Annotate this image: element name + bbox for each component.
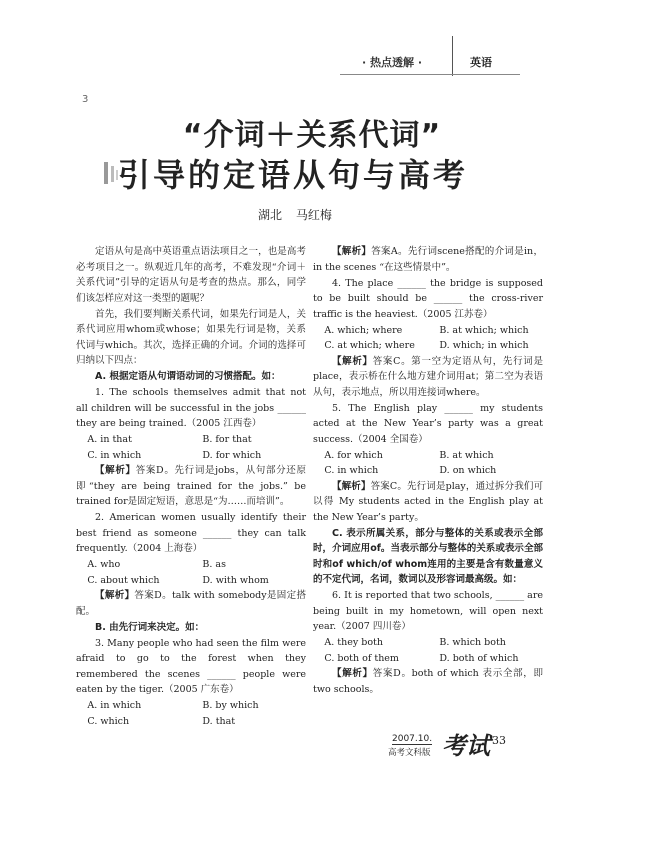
option: A. they both (324, 637, 383, 648)
answer-explanation (313, 354, 543, 401)
answer-label: 【解析】 (332, 668, 373, 679)
author-name: 马红梅 (295, 208, 332, 222)
question-stem: 1. The schools themselves admit that not all children will be successful in the jobs ______ they are being trained.（2005 江西卷） (76, 387, 306, 429)
rule-heading: C. 表示所属关系，部分与整体的关系或表示全部时，介词应用of。当表示部分与整体的关系或表示全部时和of which/of whom连用的主要是含有数量意义的不定代词，名词，数词以及形容词最高级。如： (313, 527, 543, 585)
article-title-line1: “介词＋关系代词” (182, 118, 442, 153)
option: C. at which; where (324, 340, 415, 351)
question-stem: 3. Many people who had seen the film were afraid to go to the forest when they remembered the scenes ______ people were eaten by the tiger.（2005 广东卷） (76, 637, 306, 695)
footer-issue: 2007.10. (392, 734, 433, 744)
option: A. for which (324, 449, 383, 461)
option: C. in which (324, 465, 379, 476)
question-stem: 2. American women usually identify their best friend as someone ______ they can talk frequently.（2004 上海卷） (76, 512, 306, 554)
option: A. in which (87, 700, 142, 711)
rule-heading: B. 由先行词来决定。如： (95, 621, 205, 633)
intro-paragraph: 定语从句是高中英语重点语法项目之一，也是高考必考项目之一。纵观近几年的高考，不难发现“介词＋关系代词”引导的定语从句是考查的热点。那么，同学们该怎样应对这一类型的题呢？ (76, 246, 306, 304)
option-row (313, 338, 543, 354)
answer-explanation (313, 666, 543, 697)
rule-heading: A. 根据定语从句谓语动词的习惯搭配。如： (95, 371, 281, 382)
option: A. in that (87, 434, 132, 445)
option: D. with whom (202, 574, 269, 586)
author-byline (258, 206, 342, 223)
answer-label: 【解析】 (95, 590, 135, 601)
option: B. which both (439, 637, 506, 648)
header-separator (452, 36, 453, 76)
answer-label: 【解析】 (332, 480, 371, 492)
option-row (76, 448, 306, 464)
option: A. which; where (324, 324, 403, 336)
option: B. for that (202, 434, 252, 445)
question-stem: 5. The English play ______ my students acted at the New Year’s party was a great success.（2004 全国卷） (313, 402, 543, 445)
answer-text: 答案C。先行词是play，通过拆分我们可以得 My students acted in the English play at the New Year’s party。 (313, 480, 543, 523)
answer-text: 答案D。both of which 表示全部，即two schools。 (313, 668, 543, 695)
option: D. for which (202, 449, 262, 461)
option-row (76, 698, 306, 714)
option: B. as (202, 559, 226, 570)
answer-explanation (76, 463, 306, 510)
answer-label: 【解析】 (332, 355, 373, 367)
answer-text: 答案A。先行词scene搭配的介词是in，in the scenes “在这些情景中”。 (313, 246, 543, 273)
answer-label: 【解析】 (332, 246, 372, 257)
right-column (313, 244, 543, 698)
option-row (313, 448, 543, 464)
option: A. who (87, 559, 121, 570)
option-row (313, 463, 543, 479)
option-row (76, 714, 306, 730)
author-region: 湖北 (258, 208, 283, 222)
option: B. at which; which (439, 324, 529, 336)
intro-paragraph: 首先，我们要判断关系代词，如果先行词是人，关系代词应用whom或whose；如果先行词是物，关系代词与which。其次，选择正确的介词。介词的选择可归纳以下四点： (76, 308, 306, 366)
option: C. both of them (324, 652, 399, 664)
option: D. that (202, 715, 236, 727)
option-row (76, 557, 306, 573)
option-row (313, 651, 543, 667)
option-row (313, 323, 543, 339)
option: C. about which (87, 574, 160, 586)
option-row (76, 432, 306, 448)
option: C. in which (87, 449, 142, 461)
option-row (76, 573, 306, 589)
answer-explanation (313, 479, 543, 526)
option-row (313, 635, 543, 651)
page-number: 33 (492, 734, 506, 747)
option: D. which; in which (439, 340, 529, 351)
header-section-label: · 热点透解 · (362, 56, 423, 69)
answer-text: 答案D。talk with somebody是固定搭配。 (76, 590, 306, 617)
header-subject-label: 英语 (470, 56, 492, 69)
option: D. both of which (439, 652, 519, 664)
option: B. by which (202, 700, 259, 711)
answer-text: 答案D。先行词是jobs，从句部分还原即“they are being trained for the jobs.” be trained for是固定短语，意思是“为……而培训”。 (76, 465, 306, 507)
question-stem: 6. It is reported that two schools, ______ are being built in my hometown, will open next year.（2007 四川卷） (313, 590, 543, 632)
magazine-logo: 考试 (442, 731, 490, 760)
article-title-line2: 引导的定语从句与高考 (118, 156, 469, 194)
answer-explanation (76, 588, 306, 619)
answer-label: 【解析】 (95, 465, 136, 476)
answer-explanation (313, 244, 543, 275)
footer-edition: 高考文科版 (388, 748, 431, 758)
left-column (76, 244, 306, 729)
option: C. which (87, 715, 130, 727)
option: B. at which (439, 449, 494, 461)
option: D. on which (439, 465, 497, 476)
header-rule (340, 74, 520, 75)
page-mark: 3 (82, 94, 89, 105)
answer-text: 答案C。第一空为定语从句，先行词是place，表示桥在什么地方建介词用at；第二空为表语从句，表示地点，所以用连接词where。 (313, 355, 543, 398)
question-stem: 4. The place ______ the bridge is supposed to be built should be ______ the cross-river traffic is the heaviest.（2005 江苏卷） (313, 277, 543, 320)
